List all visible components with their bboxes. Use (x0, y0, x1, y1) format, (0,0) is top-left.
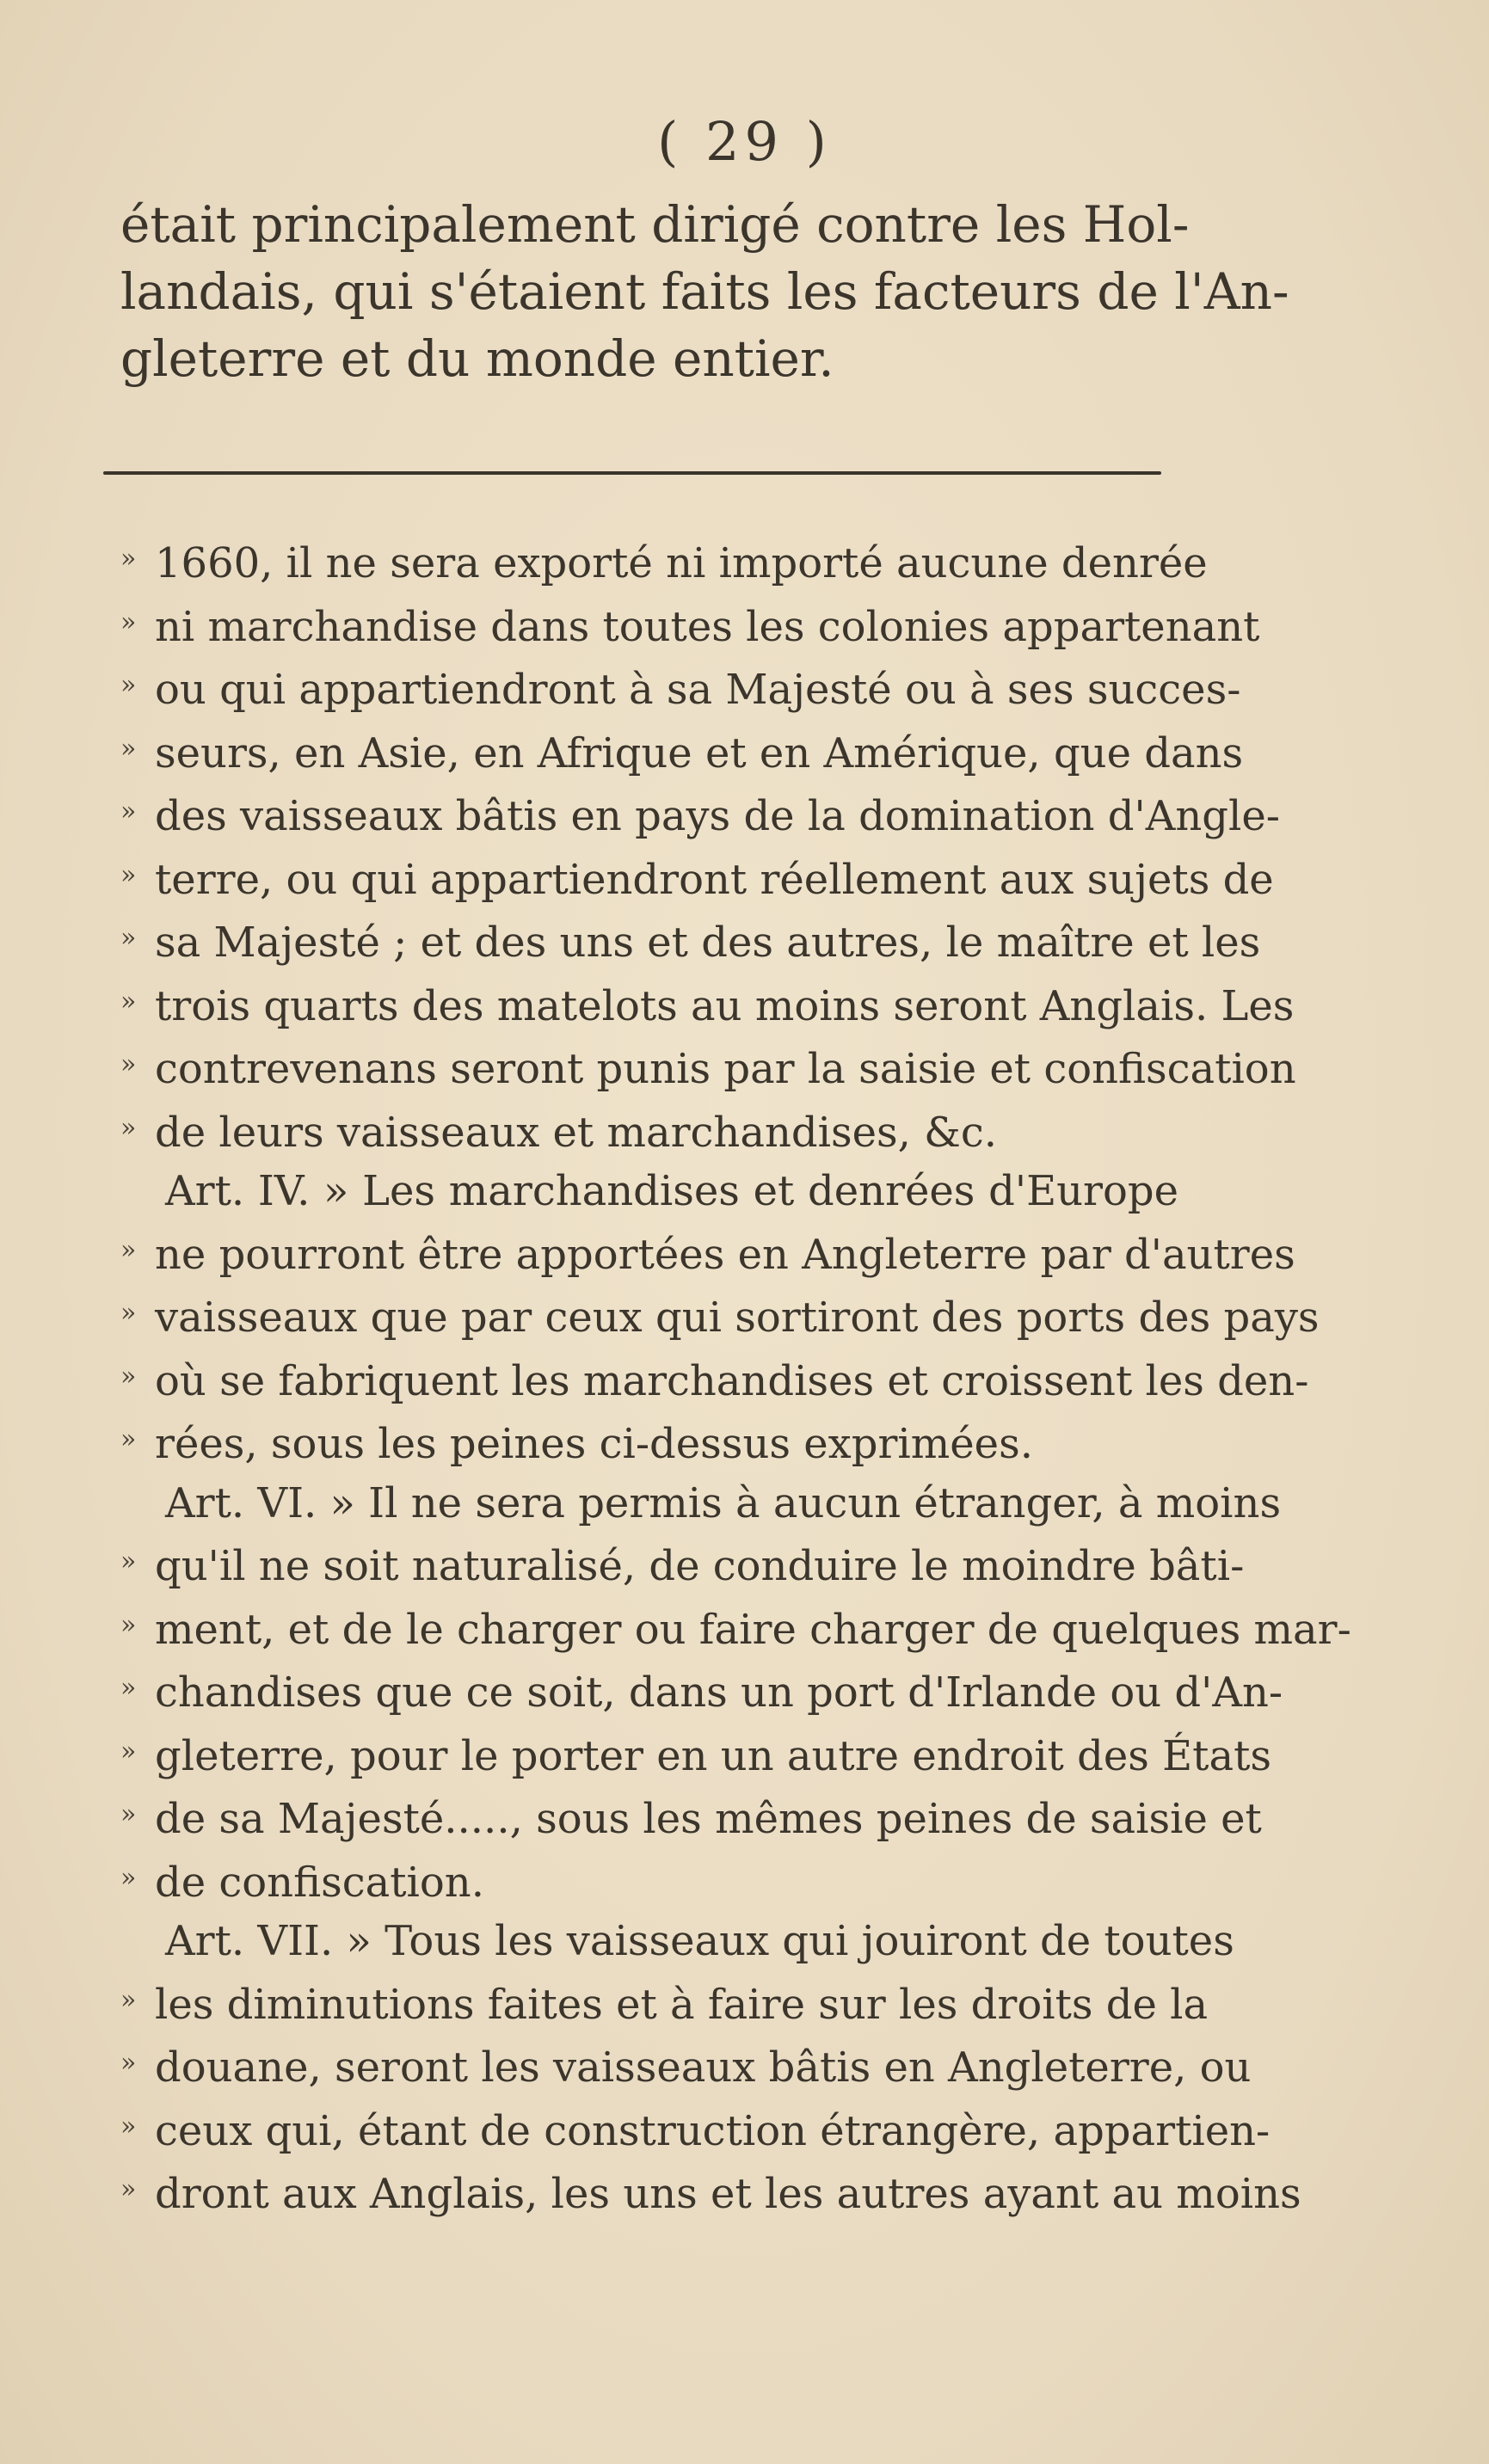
article-line (120, 1474, 1282, 1533)
text-line (120, 1221, 1295, 1285)
text-line (120, 1723, 1271, 1786)
line-text: seurs, en Asie, en Afrique et en Amérique, que dans (155, 728, 1244, 777)
line-text: Art. IV. » Les marchandises et denrées d'Europe (165, 1167, 1178, 1215)
quote-mark: » (120, 1112, 137, 1143)
quote-mark: » (120, 544, 137, 574)
text-line: landais, qui s'étaient faits les facteurs de l'An- (120, 262, 1289, 321)
quote-mark: » (120, 1049, 137, 1079)
quote-mark: » (120, 923, 137, 953)
text-line (120, 593, 1260, 657)
article-line (120, 1912, 1234, 1971)
quote-mark: » (120, 1361, 137, 1392)
text-line (120, 1533, 1245, 1596)
quote-mark: » (120, 1673, 137, 1703)
text-line (120, 1659, 1283, 1723)
quote-mark: » (120, 733, 137, 764)
text-line: était principalement dirigé contre les Hol- (120, 195, 1190, 254)
text-line (120, 1785, 1262, 1849)
quote-mark: » (120, 1736, 137, 1767)
quote-mark: » (120, 2174, 137, 2204)
quoted-law-text (120, 530, 1351, 2224)
quote-mark: » (120, 986, 137, 1017)
line-text: ceux qui, étant de construction étrangère, appartien- (155, 2106, 1271, 2155)
line-text: 1660, il ne sera exporté ni importé aucune denrée (155, 539, 1208, 587)
quote-mark: » (120, 606, 137, 637)
text-line (120, 973, 1295, 1036)
line-text: vaisseaux que par ceux qui sortiront des ports des pays (155, 1293, 1320, 1342)
line-text: dront aux Anglais, les uns et les autres ayant au moins (155, 2170, 1301, 2218)
line-text: de confiscation. (155, 1858, 484, 1907)
text-line (120, 2160, 1301, 2224)
line-text: ou qui appartiendront à sa Majesté ou à ses succes- (155, 666, 1241, 714)
line-text: douane, seront les vaisseaux bâtis en Angleterre, ou (155, 2043, 1252, 2092)
article-line (120, 1162, 1178, 1221)
text-line (120, 1348, 1309, 1411)
line-text: chandises que ce soit, dans un port d'Irlande ou d'An- (155, 1668, 1283, 1717)
quote-mark: » (120, 1424, 137, 1454)
text-line (120, 1596, 1351, 1660)
intro-paragraph (120, 191, 1289, 392)
quote-mark: » (120, 1609, 137, 1640)
line-text: sa Majesté ; et des uns et des autres, le maître et les (155, 919, 1261, 967)
text-line (120, 1284, 1320, 1348)
quote-mark: » (120, 1234, 137, 1265)
text-line: gleterre et du monde entier. (120, 329, 834, 388)
line-text: où se fabriquent les marchandises et croissent les den- (155, 1356, 1309, 1405)
horizontal-rule (103, 471, 1161, 475)
text-line (120, 1971, 1209, 2035)
text-line (120, 1035, 1296, 1099)
line-text: terre, ou qui appartiendront réellement aux sujets de (155, 855, 1274, 904)
quote-mark: » (120, 2111, 137, 2141)
text-line (120, 1849, 1178, 1913)
line-text: de leurs vaisseaux et marchandises, &c. (155, 1108, 998, 1157)
text-line (120, 720, 1244, 783)
line-text: ment, et de le charger ou faire charger de quelques mar- (155, 1605, 1351, 1654)
quote-mark: » (120, 1546, 137, 1576)
text-line (120, 783, 1280, 846)
line-text: trois quarts des matelots au moins seront Anglais. Les (155, 981, 1295, 1030)
text-line (120, 656, 1241, 720)
text-line (120, 909, 1261, 973)
quote-mark: » (120, 1984, 137, 2015)
line-text: Art. VII. » Tous les vaisseaux qui jouiront de toutes (165, 1917, 1234, 1965)
quote-mark: » (120, 1862, 137, 1893)
line-text: gleterre, pour le porter en un autre endroit des États (155, 1731, 1271, 1780)
quote-mark: » (120, 670, 137, 700)
page-number: ( 29 ) (657, 110, 832, 173)
line-text: Art. VI. » Il ne sera permis à aucun étranger, à moins (165, 1478, 1282, 1527)
text-line (120, 1410, 1178, 1474)
line-text: qu'il ne soit naturalisé, de conduire le moindre bâti- (155, 1542, 1245, 1590)
quote-mark: » (120, 859, 137, 890)
line-text: ni marchandise dans toutes les colonies appartenant (155, 602, 1260, 651)
text-line (120, 2098, 1271, 2161)
line-text: ne pourront être apportées en Angleterre par d'autres (155, 1230, 1295, 1279)
line-text: les diminutions faites et à faire sur les droits de la (155, 1980, 1209, 2029)
line-text: contrevenans seront punis par la saisie et confiscation (155, 1045, 1296, 1093)
text-line (120, 2034, 1252, 2098)
line-text: rées, sous les peines ci-dessus exprimées. (155, 1420, 1033, 1468)
quote-mark: » (120, 1799, 137, 1829)
quote-mark: » (120, 1298, 137, 1328)
text-line (120, 530, 1208, 593)
line-text: de sa Majesté....., sous les mêmes peines de saisie et (155, 1795, 1262, 1843)
quote-mark: » (120, 796, 137, 826)
line-text: des vaisseaux bâtis en pays de la domination d'Angle- (155, 792, 1280, 840)
text-line (120, 846, 1274, 910)
quote-mark: » (120, 2048, 137, 2078)
text-line (120, 1099, 1178, 1163)
